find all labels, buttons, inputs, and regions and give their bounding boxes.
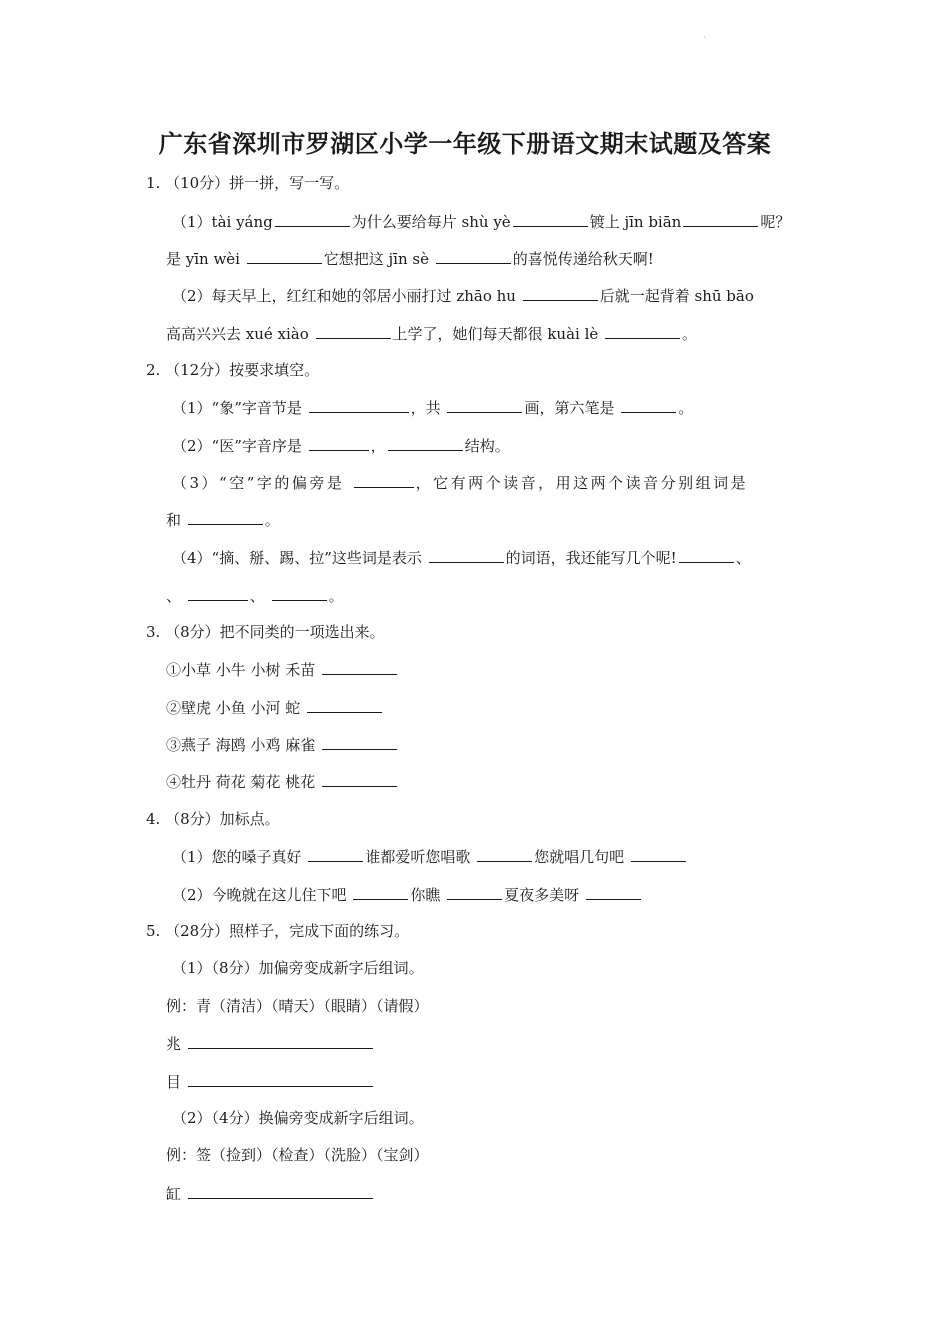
answer-blank[interactable] <box>308 846 363 862</box>
question-2-line-6: 、 、 。 <box>166 587 344 605</box>
character-row: 缸 <box>166 1183 375 1204</box>
question-5-sub-2: （2）（4分）换偏旁变成新字后组词。 <box>172 1109 424 1127</box>
answer-blank[interactable] <box>316 323 391 339</box>
list-item: ④牡丹 荷花 菊花 桃花 <box>166 771 399 792</box>
answer-blank[interactable] <box>322 734 397 750</box>
answer-blank[interactable] <box>447 397 522 413</box>
corner-mark: ' <box>704 36 706 43</box>
answer-blank[interactable] <box>309 397 409 413</box>
answer-blank[interactable] <box>388 435 463 451</box>
answer-blank[interactable] <box>513 211 588 227</box>
character-row: 目 <box>166 1071 375 1092</box>
answer-blank[interactable] <box>188 1183 373 1199</box>
answer-blank[interactable] <box>586 884 641 900</box>
answer-blank[interactable] <box>523 285 598 301</box>
list-item: ①小草 小牛 小树 禾苗 <box>166 659 399 680</box>
question-2-line-3: （3）“空”字的偏旁是 ，它有两个读音，用这两个读音分别组词是 <box>172 474 749 492</box>
question-2-heading: 2. （12分）按要求填空。 <box>146 361 320 379</box>
answer-blank[interactable] <box>322 659 397 675</box>
answer-blank[interactable] <box>683 211 758 227</box>
question-3-heading: 3. （8分）把不同类的一项选出来。 <box>146 623 385 641</box>
question-2-line-2: （2）“医”字音序是 ， 结构。 <box>172 437 510 455</box>
character-row: 兆 <box>166 1033 375 1054</box>
answer-blank[interactable] <box>353 884 408 900</box>
question-4-line-1: （1）您的嗓子真好 谁都爱听您唱歌 您就唱几句吧 <box>172 846 688 867</box>
answer-blank[interactable] <box>631 846 686 862</box>
answer-blank[interactable] <box>447 884 502 900</box>
list-item: ③燕子 海鸥 小鸡 麻雀 <box>166 734 399 755</box>
question-1-line-4: 高高兴兴去 xué xiào 上学了，她们每天都很 kuài lè 。 <box>166 325 698 343</box>
answer-blank[interactable] <box>188 509 263 525</box>
page-title: 广东省深圳市罗湖区小学一年级下册语文期末试题及答案 <box>158 130 772 158</box>
answer-blank[interactable] <box>309 435 369 451</box>
answer-blank[interactable] <box>679 547 734 563</box>
answer-blank[interactable] <box>188 1033 373 1049</box>
question-4-heading: 4. （8分）加标点。 <box>146 810 280 828</box>
answer-blank[interactable] <box>188 585 248 601</box>
question-5-sub-1: （1）（8分）加偏旁变成新字后组词。 <box>172 959 424 977</box>
list-item: ②壁虎 小鱼 小河 蛇 <box>166 697 384 718</box>
question-2-line-4: 和 。 <box>166 511 280 529</box>
answer-blank[interactable] <box>621 397 676 413</box>
answer-blank[interactable] <box>275 211 350 227</box>
answer-blank[interactable] <box>605 323 680 339</box>
answer-blank[interactable] <box>436 248 511 264</box>
question-4-line-2: （2）今晚就在这儿住下吧 你瞧 夏夜多美呀 <box>172 884 643 905</box>
answer-blank[interactable] <box>272 585 327 601</box>
question-1-line-2: 是 yīn wèi 它想把这 jīn sè 的喜悦传递给秋天啊! <box>166 250 654 268</box>
answer-blank[interactable] <box>322 771 397 787</box>
answer-blank[interactable] <box>188 1071 373 1087</box>
question-1-heading: 1. （10分）拼一拼，写一写。 <box>146 174 350 192</box>
answer-blank[interactable] <box>247 248 322 264</box>
example-1: 例：青（清洁）（晴天）（眼睛）（请假） <box>166 997 429 1015</box>
question-2-line-1: （1）“象”字音节是 ，共 画，第六笔是 。 <box>172 399 694 417</box>
example-2: 例：签（捡到）（检查）（洗脸）（宝剑） <box>166 1146 429 1164</box>
question-5-heading: 5. （28分）照样子，完成下面的练习。 <box>146 922 410 940</box>
question-2-line-5: （4）“摘、掰、踢、拉”这些词是表示 的词语，我还能写几个呢! 、 <box>172 549 751 567</box>
answer-blank[interactable] <box>477 846 532 862</box>
answer-blank[interactable] <box>429 547 504 563</box>
answer-blank[interactable] <box>307 697 382 713</box>
question-1-line-3: （2）每天早上，红红和她的邻居小丽打过 zhāo hu 后就一起背着 shū bāo <box>172 287 754 305</box>
answer-blank[interactable] <box>354 472 414 488</box>
question-1-line-1: （1）tài yáng 为什么要给每片 shù yè 镀上 jīn biān 呢？ <box>172 213 791 231</box>
